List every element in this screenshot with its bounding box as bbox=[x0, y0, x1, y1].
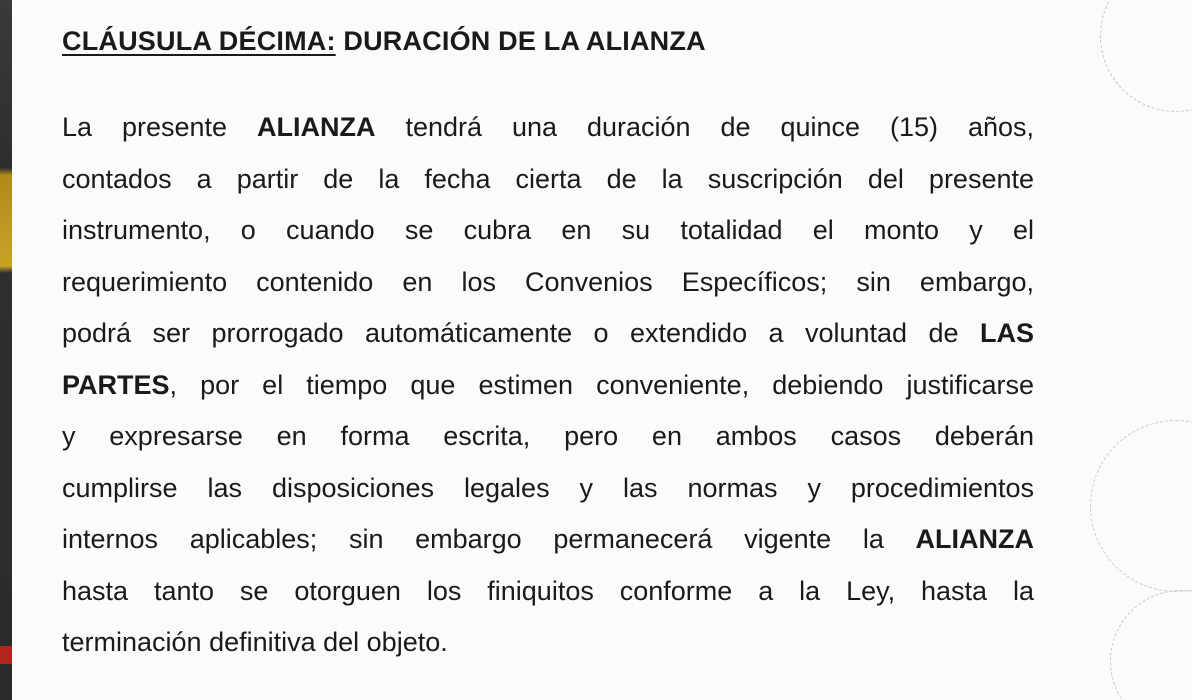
paragraph-text: y expresarse en forma escrita, pero en ambos casos deberán bbox=[62, 421, 1034, 451]
paragraph-text: tendrá una duración de quince (15) años, bbox=[375, 112, 1034, 142]
paragraph-text: hasta tanto se otorguen los finiquitos conforme a la Ley, hasta la bbox=[62, 575, 1034, 606]
clause-heading: DURACIÓN DE LA ALIANZA bbox=[335, 26, 706, 56]
document-page bbox=[12, 0, 1192, 700]
paragraph-text: cumplirse las disposiciones legales y las normas y procedimientos bbox=[62, 472, 1034, 503]
paragraph-text: internos aplicables; sin embargo permanecerá vigente la bbox=[62, 524, 916, 554]
paragraph-text: La presente bbox=[62, 112, 258, 142]
paragraph-text: , por el tiempo que estimen conveniente, debiendo justificarse bbox=[169, 369, 1034, 400]
bold-term: PARTES bbox=[62, 369, 170, 400]
paragraph-line bbox=[62, 102, 1034, 154]
background-red-mark bbox=[0, 646, 12, 664]
seal-stamp-bottom bbox=[1110, 590, 1192, 700]
bold-term: ALIANZA bbox=[915, 524, 1034, 554]
paragraph-text: podrá ser prorrogado automáticamente o extendido a voluntad de bbox=[62, 318, 980, 348]
paragraph-line bbox=[62, 514, 1034, 566]
paragraph-text: contados a partir de la fecha cierta de la suscripción del presente bbox=[62, 163, 1034, 194]
paragraph-line bbox=[62, 617, 1034, 669]
paragraph-line bbox=[62, 154, 1034, 206]
clause-number: CLÁUSULA DÉCIMA: bbox=[62, 26, 336, 56]
clause-title bbox=[62, 26, 706, 57]
paragraph-line bbox=[62, 308, 1034, 360]
seal-stamp-middle bbox=[1090, 420, 1192, 592]
paragraph-line bbox=[62, 566, 1034, 618]
seal-stamp-top bbox=[1100, 0, 1192, 112]
background-window-edge bbox=[0, 0, 12, 700]
bold-term: ALIANZA bbox=[257, 112, 376, 142]
paragraph-text: requerimiento contenido en los Convenios Específicos; sin embargo, bbox=[62, 266, 1034, 297]
paragraph-text: terminación definitiva del objeto. bbox=[62, 627, 448, 657]
paragraph-text: instrumento, o cuando se cubra en su totalidad el monto y el bbox=[62, 215, 1034, 245]
paragraph-line bbox=[62, 411, 1034, 463]
clause-body bbox=[62, 102, 1034, 669]
paragraph-line bbox=[62, 257, 1034, 309]
bold-term: LAS bbox=[980, 318, 1034, 348]
paragraph-line bbox=[62, 205, 1034, 257]
paragraph-line bbox=[62, 463, 1034, 515]
paragraph-line bbox=[62, 360, 1034, 412]
